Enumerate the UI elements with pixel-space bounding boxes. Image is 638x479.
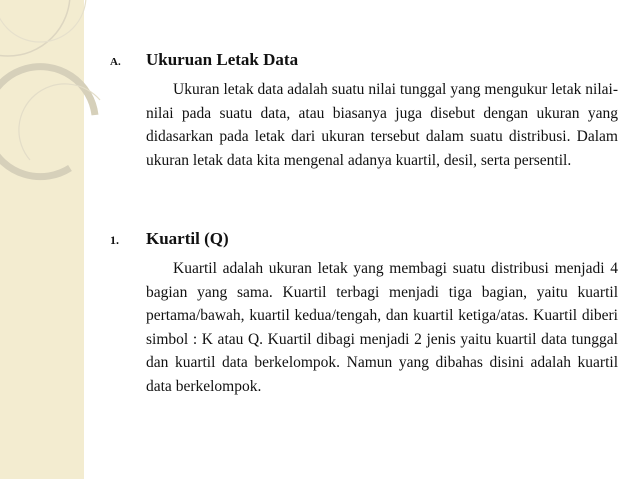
section-a-heading xyxy=(110,50,298,70)
section-1-marker: 1. xyxy=(110,233,119,247)
ring-arc-thick xyxy=(0,67,95,177)
section-1-paragraph: Kuartil adalah ukuran letak yang membagi suatu distribusi menjadi 4 bagian yang sama. Kuartil terbagi menjadi tiga bagian, yaitu kuartil pertama/bawah, kuartil kedua/tengah, dan kuartil ketiga/atas. Kuartil diberi simbol : K atau Q. Kuartil dibagi menjadi 2 jenis yaitu kuartil data tunggal dan kuartil data berkelompok. Namun yang dibahas disini adalah kuartil data berkelompok. xyxy=(146,260,618,395)
decorative-rings xyxy=(0,0,110,220)
section-1-title: Kuartil (Q) xyxy=(146,229,229,248)
section-a-marker: A. xyxy=(110,56,121,68)
section-a-title: Ukuruan Letak Data xyxy=(146,50,299,69)
section-a-paragraph: Ukuran letak data adalah suatu nilai tunggal yang mengukur letak nilai-nilai pada suatu data, atau biasanya juga disebut dengan ukuran yang didasarkan pada letak dari ukuran tersebut dalam suatu distribusi. Dalam ukuran letak data kita mengenal adanya kuartil, desil, serta persentil. xyxy=(146,81,618,169)
section-1-heading xyxy=(110,229,229,249)
ring-medium xyxy=(0,0,86,42)
ring-large xyxy=(0,0,70,56)
